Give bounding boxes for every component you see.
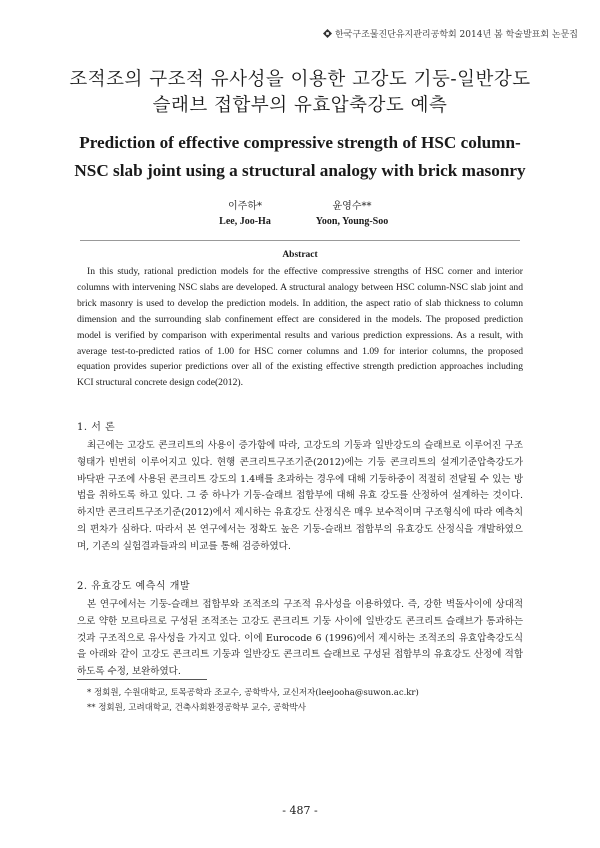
- abstract-text: In this study, rational prediction models for the effective compressive strengths of HSC corner and interior columns with intervening NSC slabs are developed. A structural analogy between HSC column-NSC slab joint and brick masonry is used to develop the prediction models. In addition, the aspect ratio of slab thickness to column dimension and the surrounding slab confinement effect are considered in the models. The proposed prediction model is verified by comparison with experimental results and various prediction expressions. As a result, with average test-to-predicted ratios of 1.00 for HSC corner columns and 1.09 for interior columns, the proposed equation provides superior predictions over all of the existing effective strength prediction approaches including KCI structural concrete design code(2012).: [77, 266, 523, 389]
- english-title-line-1: Prediction of effective compressive strength of HSC column-: [79, 133, 521, 152]
- running-header: [323, 27, 578, 40]
- footnote-2: ** 정회원, 고려대학교, 건축사회환경공학부 교수, 공학박사: [87, 703, 306, 713]
- author-1-name-ko: 이주하*: [228, 201, 262, 212]
- author-2-name-en: Yoon, Young-Soo: [315, 216, 389, 227]
- journal-name: 한국구조물진단유지관리공학회 2014년 봄 학술발표회 논문집: [334, 30, 578, 40]
- footnote-divider: [77, 679, 207, 680]
- author-block: [0, 200, 600, 234]
- english-title-line-2: NSC slab joint using a structural analogy with brick masonry: [74, 161, 526, 180]
- page-number: - 487 -: [282, 804, 318, 817]
- author-divider: [80, 240, 520, 241]
- author-2-name-ko: 윤영수**: [332, 201, 372, 212]
- section-2-text: 본 연구에서는 기둥-슬래브 접합부와 조적조의 구조적 유사성을 이용하였다. 즉, 강한 벽돌사이에 상대적으로 약한 모르타르로 구성된 조적조는 고강도 콘크리트 기둥 사이에 일반강도 콘크리트 슬래브가 통과하는 것과 구조적으로 유사성을 가지고 있다. 이에 Eurocode 6 (1996)에서 제시하는 조적조의 유효압축강도식을 아래와 같이 고강도 콘크리트 기둥과 일반강도 콘크리트 슬래브로 구성된 접합부의 유효강도 산정에 적합하도록 수정, 보완하였다.: [77, 599, 523, 678]
- section-1-heading: 1. 서 론: [77, 422, 116, 433]
- author-1-name-en: Lee, Joo-Ha: [219, 216, 271, 227]
- journal-logo-icon: [323, 29, 332, 38]
- author-2: [272, 200, 432, 230]
- korean-title-line-2: 슬래브 접합부의 유효압축강도 예측: [152, 95, 448, 116]
- section-2-heading: 2. 유효강도 예측식 개발: [77, 581, 191, 592]
- korean-title-line-1: 조적조의 구조적 유사성을 이용한 고강도 기둥-일반강도: [69, 69, 531, 90]
- footnote-1: * 정회원, 수원대학교, 토목공학과 조교수, 공학박사, 교신저자(leejooha@suwon.ac.kr): [87, 688, 419, 698]
- section-1-text: 최근에는 고강도 콘크리트의 사용이 증가함에 따라, 고강도의 기둥과 일반강도의 슬래브로 이루어진 구조형태가 빈번히 이루어지고 있다. 현행 콘크리트구조기준(2012)에는 기둥 콘크리트의 설계기준압축강도가 바닥판 구조에 사용된 콘크리트 강도의 1.4배를 초과하는 경우에 대해 기둥하중이 적절히 전달될 수 있는 방법을 취하도록 하고 있다. 그 중 하나가 기둥-슬래브 접합부에 대해 유효 강도를 산정하여 설계하는 것이다. 하지만 콘크리트구조기준(2012)에서 제시하는 유효강도 산정식은 매우 보수적이며 구조형식에 따라 예측치의 편차가 심하다. 따라서 본 연구에서는 정확도 높은 기둥-슬래브 접합부의 유효강도 산정식을 개발하였으며, 기존의 실험결과들과의 비교를 통해 검증하였다.: [77, 440, 523, 552]
- abstract-heading: Abstract: [282, 250, 318, 260]
